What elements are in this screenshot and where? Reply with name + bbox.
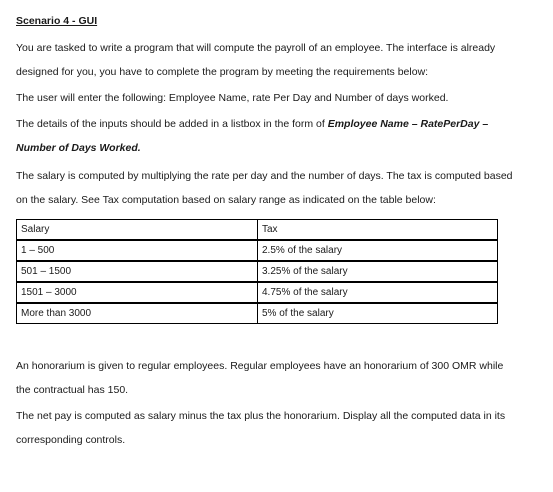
salary-line-2: on the salary. See Tax computation based on salary range as indicated on the table below:	[16, 194, 436, 206]
honorarium-line-1: An honorarium is given to regular employees. Regular employees have an honorarium of 300 OMR while	[16, 360, 504, 372]
listbox-format-bold-2: Number of Days Worked.	[16, 142, 141, 154]
intro-line-2: designed for you, you have to complete the program by meeting the requirements below:	[16, 66, 429, 78]
table-cell-salary: More than 3000	[17, 303, 258, 324]
table-cell-tax: 5% of the salary	[258, 303, 498, 324]
salary-paragraph	[16, 164, 516, 212]
listbox-paragraph	[16, 112, 516, 160]
table-cell-tax: 3.25% of the salary	[258, 261, 498, 282]
table-row	[17, 240, 498, 261]
salary-line-1: The salary is computed by multiplying the rate per day and the number of days. The tax is computed based	[16, 170, 513, 182]
netpay-line-2: corresponding controls.	[16, 434, 126, 446]
table-header-row	[17, 220, 498, 241]
document-title: Scenario 4 - GUI	[16, 15, 98, 27]
intro-line-1: You are tasked to write a program that will compute the payroll of an employee. The interface is already	[16, 42, 496, 54]
table-cell-tax: 4.75% of the salary	[258, 282, 498, 303]
listbox-text: The details of the inputs should be added in a listbox in the form of	[16, 118, 328, 130]
netpay-line-1: The net pay is computed as salary minus the tax plus the honorarium. Display all the computed data in its	[16, 410, 506, 422]
tax-table	[16, 219, 498, 324]
honorarium-paragraph	[16, 354, 516, 402]
netpay-paragraph	[16, 404, 516, 452]
table-cell-salary: 501 – 1500	[17, 261, 258, 282]
table-cell-salary: 1501 – 3000	[17, 282, 258, 303]
table-header-salary: Salary	[17, 220, 258, 241]
table-cell-salary: 1 – 500	[17, 240, 258, 261]
table-header-tax: Tax	[258, 220, 498, 241]
intro-paragraph	[16, 36, 516, 84]
listbox-format-bold-1: Employee Name – RatePerDay –	[327, 118, 489, 130]
honorarium-line-2: the contractual has 150.	[16, 384, 129, 396]
inputs-paragraph: The user will enter the following: Employee Name, rate Per Day and Number of days worked.	[16, 92, 449, 104]
table-cell-tax: 2.5% of the salary	[258, 240, 498, 261]
listbox-line-1	[16, 112, 516, 136]
document-page	[16, 14, 516, 452]
table-row	[17, 261, 498, 282]
table-row	[17, 282, 498, 303]
table-row	[17, 303, 498, 324]
